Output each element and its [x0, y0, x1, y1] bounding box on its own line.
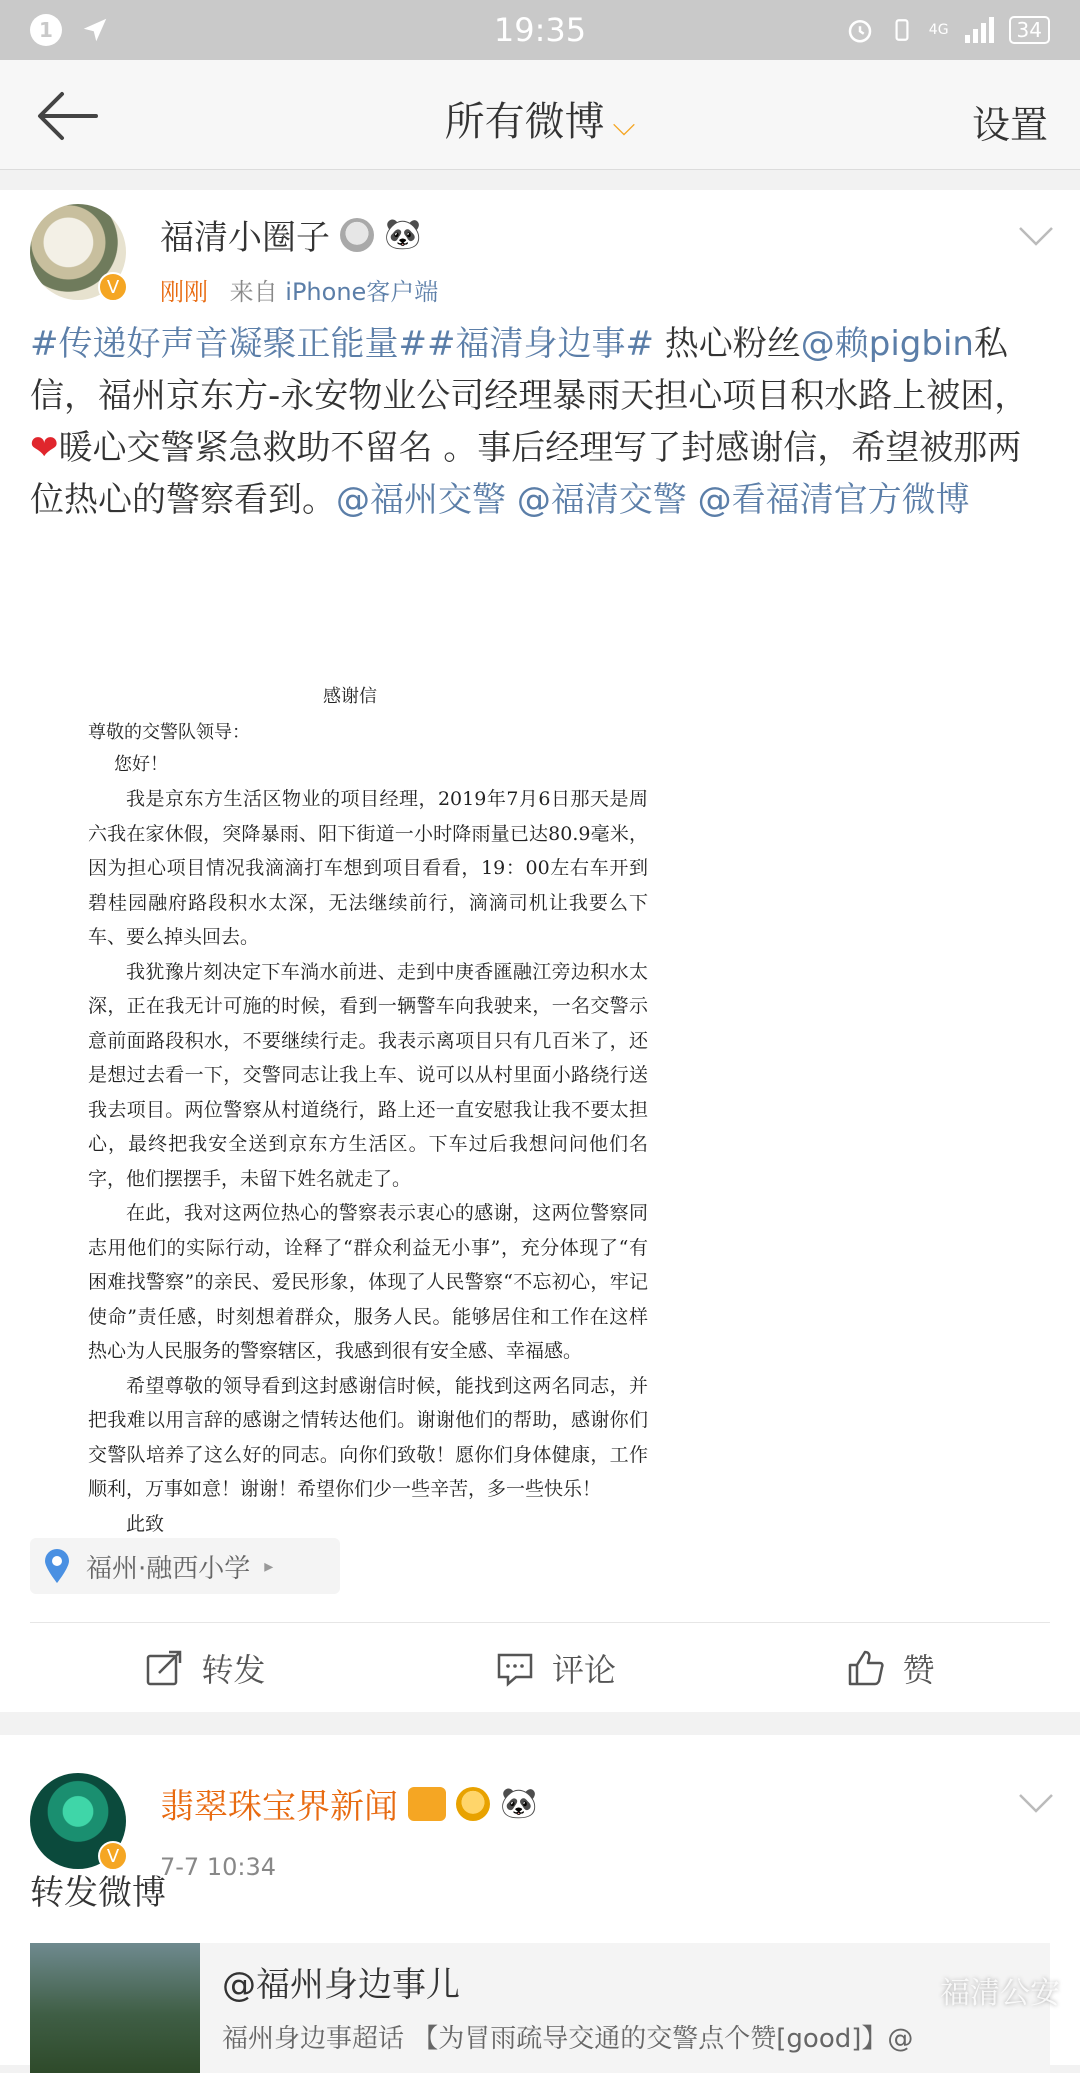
letter-hello: 您好！ — [114, 754, 168, 775]
mention-link[interactable]: @福州交警 — [336, 480, 506, 520]
mention-link[interactable]: @福清交警 — [516, 480, 687, 520]
status-bar — [0, 0, 1080, 60]
mention-link[interactable]: @赖pigbin — [800, 324, 974, 364]
repost-label: 转发 — [201, 1650, 266, 1689]
location-arrow-icon — [80, 15, 110, 45]
location-tag[interactable] — [30, 1538, 340, 1594]
user-name[interactable] — [160, 1779, 537, 1828]
heart-icon: ❤ — [30, 428, 59, 468]
post-text — [30, 318, 1050, 526]
mention-link[interactable]: @看福清官方微博 — [697, 480, 970, 520]
vibrate-icon — [889, 15, 915, 45]
panda-icon: 🐼 — [500, 1786, 538, 1821]
post-card[interactable] — [0, 1735, 1080, 2065]
like-button[interactable] — [847, 1645, 935, 1691]
battery-indicator: 34 — [1009, 16, 1050, 44]
signal-icon — [963, 17, 995, 43]
nav-bar — [0, 60, 1080, 170]
status-time: 19:35 — [493, 11, 587, 49]
letter-paragraph: 我犹豫片刻决定下车淌水前进、走到中庚香匯融江旁边积水太深，正在我无计可施的时候，看到一辆警车向我驶来，一名交警示意前面路段积水，不要继续行走。我表示离项目只有几百米了，还是想过去看一下，交警同志让我上车、说可以从村里面小路绕行送我去项目。两位警察从村道绕行，路上还一直安慰我让我不要太担心，最终把我安全送到京东方生活区。下车过后我想问问他们名字，他们摆摆手，未留下姓名就走了。 — [88, 960, 648, 1190]
repost-thumbnail — [30, 1943, 200, 2073]
nav-title: 所有微博 — [444, 99, 605, 145]
comment-button[interactable] — [496, 1645, 616, 1691]
hashtag-link[interactable]: #传递好声音凝聚正能量# — [30, 324, 427, 364]
letter-body — [88, 782, 648, 1541]
verified-badge-icon: V — [98, 1841, 128, 1871]
chevron-right-icon: ▸ — [264, 1555, 274, 1577]
repost-info — [200, 1943, 913, 2073]
medal-icon — [456, 1787, 490, 1821]
letter-paragraph: 在此，我对这两位热心的警察表示衷心的感谢，这两位警察同志用他们的实际行动，诠释了“群众利益无小事”，充分体现了“有困难找警察”的亲民、爱民形象，体现了人民警察“不忘初心，牢记使命”责任感，时刻想着群众，服务人民。能够居住和工作在这样热心为人民服务的警察辖区，我感到很有安全感、幸福感。 — [88, 1202, 648, 1362]
post-meta — [160, 272, 438, 307]
post-source[interactable]: iPhone客户端 — [285, 278, 439, 306]
repost-author[interactable]: @福州身边事儿 — [222, 1965, 460, 2005]
letter-greeting: 尊敬的交警队领导： — [88, 722, 250, 743]
post-text-part: 热心粉丝 — [653, 324, 801, 364]
source-prefix: 来自 — [229, 278, 278, 306]
repost-icon — [145, 1649, 183, 1687]
hashtag-link[interactable]: #福清身边事# — [426, 324, 654, 364]
watermark: 福清公安 — [940, 1976, 1060, 2011]
comment-icon — [496, 1649, 534, 1687]
post-card[interactable] — [0, 190, 1080, 1712]
chevron-down-icon: ⌵ — [612, 108, 636, 143]
letter-title: 感谢信 — [323, 686, 377, 707]
post-text-part: 暖心交警紧急救助不留名 。事后经理写了封感谢信，希望被那两位热心的警察看到。 — [30, 428, 1022, 520]
network-type: 4G — [928, 22, 949, 38]
user-name-text: 翡翠珠宝界新闻 — [160, 1787, 398, 1827]
user-name[interactable] — [160, 210, 421, 259]
action-bar — [30, 1622, 1050, 1712]
alarm-icon — [845, 15, 875, 45]
feed-filter-dropdown[interactable] — [0, 90, 1080, 147]
post-text: 转发微博 — [30, 1873, 166, 1913]
comment-label: 评论 — [551, 1650, 616, 1689]
chevron-down-icon[interactable] — [1018, 1793, 1054, 1813]
repost-button[interactable] — [145, 1645, 265, 1691]
chevron-down-icon[interactable] — [1018, 226, 1054, 246]
location-label: 福州·融西小学 — [86, 1553, 251, 1584]
like-label: 赞 — [902, 1650, 935, 1689]
letter-closing: 此致 — [126, 1512, 165, 1535]
settings-button[interactable]: 设置 — [971, 103, 1048, 147]
medal-icon — [340, 218, 374, 252]
user-name-text: 福清小圈子 — [160, 218, 330, 258]
thumbs-up-icon — [847, 1649, 885, 1687]
verified-badge-icon: V — [98, 272, 128, 302]
vip-crown-icon — [408, 1787, 446, 1821]
location-pin-icon — [42, 1548, 72, 1584]
post-time: 7-7 10:34 — [160, 1853, 276, 1881]
repost-description: 福州身边事超话 【为冒雨疏导交通的交警点个赞[good]】@ — [222, 2024, 914, 2054]
status-left — [30, 14, 110, 46]
reposted-content[interactable] — [30, 1943, 1050, 2073]
letter-paragraph: 希望尊敬的领导看到这封感谢信时候，能找到这两名同志，并把我难以用言辞的感谢之情转达他们。谢谢他们的帮助，感谢你们交警队培养了这么好的同志。向你们致敬！愿你们身体健康，工作顺利，万事如意！谢谢！希望你们少一些辛苦，多一些快乐！ — [88, 1374, 648, 1500]
status-right — [845, 15, 1050, 45]
notification-count-badge: 1 — [30, 14, 62, 46]
post-text-part: 私信，福州京东方-永安物业公司经理暴雨天担心项目积水路上被困， — [30, 324, 1029, 416]
panda-icon: 🐼 — [384, 217, 422, 252]
post-time: 刚刚 — [160, 278, 208, 306]
letter-paragraph: 我是京东方生活区物业的项目经理，2019年7月6日那天是周六我在家休假，突降暴雨、阳下街道一小时降雨量已达80.9毫米，因为担心项目情况我滴滴打车想到项目看看，19：00左右车开到碧桂园融府路段积水太深，无法继续前行，滴滴司机让我要么下车、要么掉头回去。 — [88, 788, 648, 948]
letter-image[interactable] — [30, 620, 670, 1535]
